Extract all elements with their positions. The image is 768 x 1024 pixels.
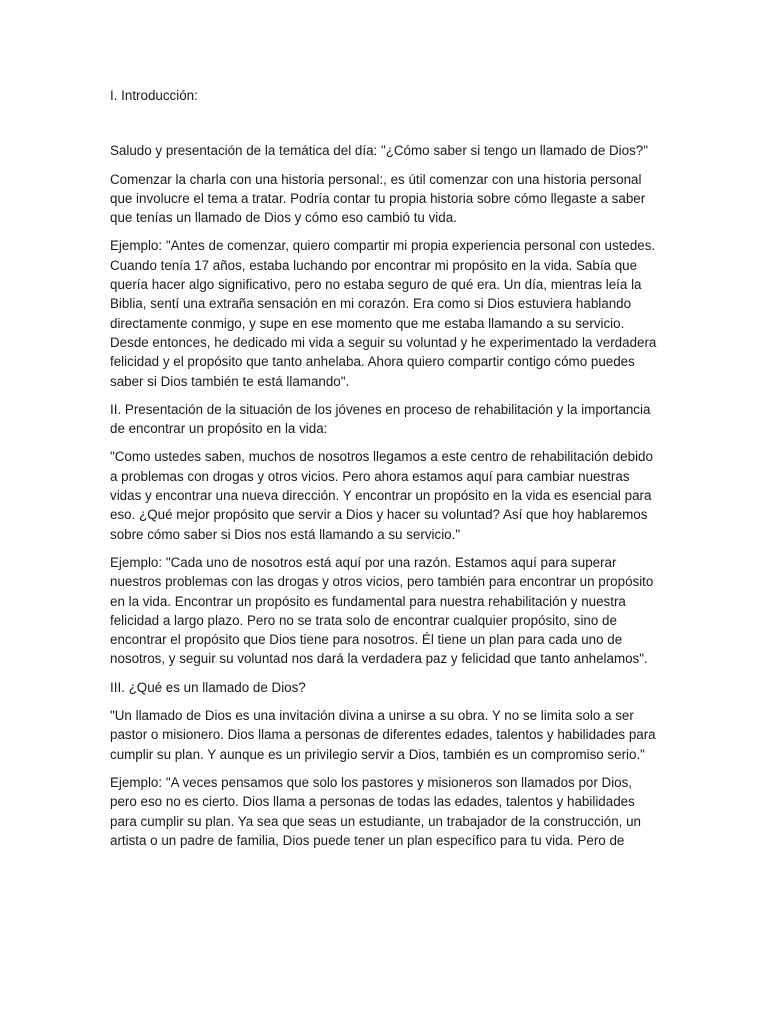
document-body (110, 86, 658, 850)
section-heading-youth-rehabilitation: II. Presentación de la situación de los jóvenes en proceso de rehabilitación y la importancia de encontrar un propósito en la vida: (110, 401, 651, 437)
section-heading-what-is-calling: III. ¿Qué es un llamado de Dios? (110, 679, 306, 695)
paragraph-calling-definition: "Un llamado de Dios es una invitación divina a unirse a su obra. Y no se limita solo a ser pastor o misionero. Dios llama a personas de diferentes edades, talentos y habilidades para cumplir su plan. Y aunque es un privilegio servir a Dios, también es un compromiso serio." (110, 708, 656, 762)
paragraph-topic-greeting: Saludo y presentación de la temática del día: "¿Cómo saber si tengo un llamado de Dios?" (110, 143, 648, 159)
paragraph-example-calling: Ejemplo: "A veces pensamos que solo los pastores y misioneros son llamados por Dios, pero eso no es cierto. Dios llama a personas de todas las edades, talentos y habilidades para cumplir su plan. Ya sea que seas un estudiante, un trabajador de la construcción, un artista o un padre de familia, Dios puede tener un plan específico para tu vida. Pero de (110, 774, 642, 848)
paragraph-rehabilitation-quote: "Como ustedes saben, muchos de nosotros llegamos a este centro de rehabilitación debido a problemas con drogas y otros vicios. Pero ahora estamos aquí para cambiar nuestras vidas y encontrar una nueva dirección. Y encontrar un propósito en la vida es esencial para eso. ¿Qué mejor propósito que servir a Dios y hacer su voluntad? Así que hoy hablaremos sobre cómo saber si Dios nos está llamando a su servicio." (110, 449, 653, 542)
section-heading-introduction: I. Introducción: (110, 88, 198, 103)
paragraph-personal-story-tip: Comenzar la charla con una historia personal:, es útil comenzar con una historia personal que involucre el tema a tratar. Podría contar tu propia historia sobre cómo llegaste a saber que tenías un llamado de Dios y cómo eso cambió tu vida. (110, 171, 646, 226)
paragraph-example-purpose: Ejemplo: "Cada uno de nosotros está aquí por una razón. Estamos aquí para superar nuestros problemas con las drogas y otros vicios, pero también para encontrar un propósito en la vida. Encontrar un propósito es fundamental para nuestra rehabilitación y nuestra felicidad a largo plazo. Pero no se trata solo de encontrar cualquier propósito, sino de encontrar el propósito que Dios tiene para nosotros. Él tiene un plan para cada uno de nosotros, y seguir su voluntad nos dará la verdadera paz y felicidad que tanto anhelamos". (110, 554, 654, 667)
paragraph-example-personal-story: Ejemplo: "Antes de comenzar, quiero compartir mi propia experiencia personal con ustedes. Cuando tenía 17 años, estaba luchando por encontrar mi propósito en la vida. Sabía que quería hacer algo significativo, pero no estaba seguro de qué era. Un día, mientras leía la Biblia, sentí una extraña sensación en mi corazón. Era como si Dios estuviera hablando directamente conmigo, y supe en ese momento que me estaba llamando a su servicio. Desde entonces, he dedicado mi vida a seguir su voluntad y he experimentado la verdadera felicidad y el propósito que tanto anhelaba. Ahora quiero compartir contigo cómo puedes saber si Dios también te está llamando". (110, 238, 657, 389)
